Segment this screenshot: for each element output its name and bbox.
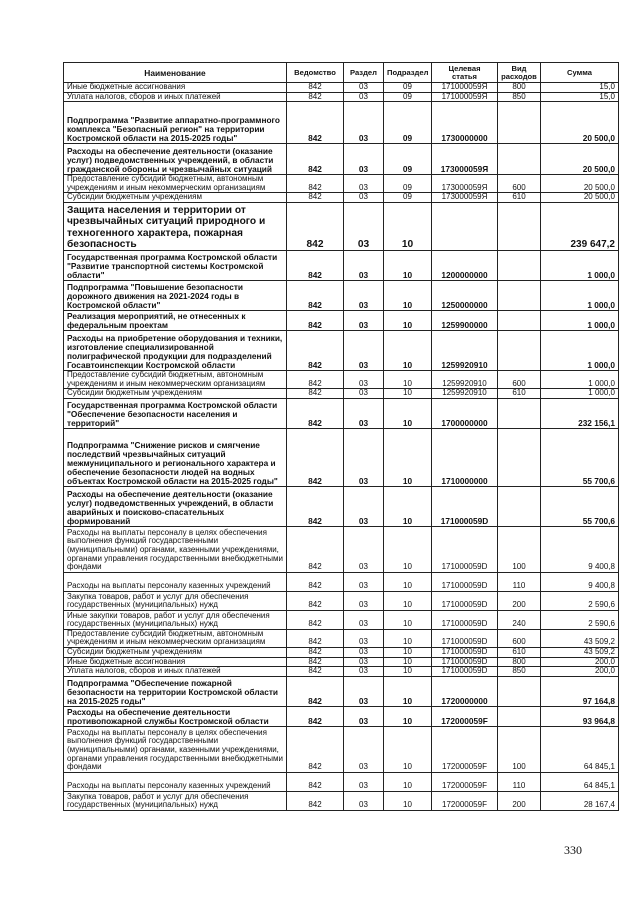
row-expense-type: 610	[498, 647, 541, 657]
header-department: Ведомство	[287, 63, 344, 83]
header-expense-type: Вид расходов	[498, 63, 541, 83]
row-section: 03	[344, 772, 384, 791]
row-expense-type: 800	[498, 657, 541, 667]
row-sum: 20 500,0	[541, 193, 619, 203]
row-sum: 200,0	[541, 667, 619, 677]
table-row	[64, 706, 619, 726]
header-target-article: Целевая статья	[432, 63, 498, 83]
row-target-article: 1730000000	[432, 102, 498, 144]
row-sum: 55 700,6	[541, 486, 619, 526]
header-section: Раздел	[344, 63, 384, 83]
row-department: 842	[287, 667, 344, 677]
row-name: Защита населения и территории от чрезвычайных ситуаций природного и техногенного характера, пожарная безопасность	[64, 202, 287, 250]
row-name: Подпрограмма "Повышение безопасности дорожного движения на 2021-2024 годы в Костромской области"	[64, 280, 287, 310]
row-section: 03	[344, 92, 384, 102]
row-target-article	[432, 202, 498, 250]
row-target-article: 1720000000	[432, 676, 498, 706]
table-row	[64, 280, 619, 310]
row-department: 842	[287, 610, 344, 629]
row-sum: 1 000,0	[541, 370, 619, 388]
row-target-article: 172000059F	[432, 706, 498, 726]
row-section: 03	[344, 791, 384, 810]
row-name: Иные закупки товаров, работ и услуг для обеспечения государственных (муниципальных) нужд	[64, 610, 287, 629]
row-section: 03	[344, 526, 384, 572]
row-subsection: 10	[384, 572, 432, 591]
table-row	[64, 657, 619, 667]
row-department: 842	[287, 193, 344, 203]
table-row	[64, 389, 619, 399]
row-department: 842	[287, 726, 344, 772]
row-sum: 15,0	[541, 92, 619, 102]
row-name: Иные бюджетные ассигнования	[64, 83, 287, 93]
table-row	[64, 83, 619, 93]
row-section: 03	[344, 428, 384, 486]
table-row	[64, 486, 619, 526]
row-sum: 93 964,8	[541, 706, 619, 726]
row-sum: 2 590,6	[541, 591, 619, 610]
row-expense-type: 600	[498, 629, 541, 647]
row-name: Предоставление субсидий бюджетным, автономным учреждениям и иным некоммерческим организациям	[64, 370, 287, 388]
row-sum: 1 000,0	[541, 250, 619, 280]
row-target-article: 172000059F	[432, 772, 498, 791]
row-sum: 1 000,0	[541, 389, 619, 399]
row-subsection: 09	[384, 83, 432, 93]
row-target-article: 173000059Я	[432, 193, 498, 203]
row-section: 03	[344, 102, 384, 144]
row-department: 842	[287, 398, 344, 428]
row-department: 842	[287, 657, 344, 667]
row-name: Государственная программа Костромской области "Обеспечение безопасности населения и территорий"	[64, 398, 287, 428]
row-target-article: 171000059D	[432, 610, 498, 629]
table-row	[64, 330, 619, 370]
row-subsection: 10	[384, 526, 432, 572]
row-name: Расходы на выплаты персоналу казенных учреждений	[64, 772, 287, 791]
row-expense-type	[498, 428, 541, 486]
table-row	[64, 250, 619, 280]
row-sum: 43 509,2	[541, 647, 619, 657]
row-name: Расходы на обеспечение деятельности (оказание услуг) подведомственных учреждений, в области аварийных и поисково-спасательных формирований	[64, 486, 287, 526]
row-target-article: 1700000000	[432, 398, 498, 428]
row-department: 842	[287, 330, 344, 370]
row-section: 03	[344, 193, 384, 203]
row-expense-type	[498, 202, 541, 250]
row-target-article: 171000059D	[432, 657, 498, 667]
row-sum: 55 700,6	[541, 428, 619, 486]
row-subsection: 10	[384, 389, 432, 399]
row-target-article: 171000059D	[432, 629, 498, 647]
table-header-row	[64, 63, 619, 83]
row-subsection: 10	[384, 629, 432, 647]
table-row	[64, 667, 619, 677]
row-name: Субсидии бюджетным учреждениям	[64, 389, 287, 399]
table-row	[64, 202, 619, 250]
row-subsection: 09	[384, 92, 432, 102]
row-target-article: 171000059Я	[432, 92, 498, 102]
header-name: Наименование	[64, 63, 287, 83]
row-subsection: 10	[384, 610, 432, 629]
row-department: 842	[287, 647, 344, 657]
row-expense-type: 110	[498, 772, 541, 791]
row-subsection: 10	[384, 591, 432, 610]
row-department: 842	[287, 102, 344, 144]
row-section: 03	[344, 330, 384, 370]
row-subsection: 09	[384, 144, 432, 175]
row-section: 03	[344, 629, 384, 647]
row-section: 03	[344, 486, 384, 526]
row-section: 03	[344, 591, 384, 610]
row-name: Уплата налогов, сборов и иных платежей	[64, 667, 287, 677]
row-expense-type	[498, 280, 541, 310]
row-section: 03	[344, 370, 384, 388]
row-target-article: 171000059D	[432, 526, 498, 572]
row-department: 842	[287, 83, 344, 93]
row-name: Реализация мероприятий, не отнесенных к федеральным проектам	[64, 310, 287, 330]
header-subsection: Подраздел	[384, 63, 432, 83]
row-expense-type	[498, 250, 541, 280]
row-target-article: 173000059Я	[432, 175, 498, 193]
row-department: 842	[287, 428, 344, 486]
row-expense-type	[498, 330, 541, 370]
row-sum: 20 500,0	[541, 175, 619, 193]
table-row	[64, 647, 619, 657]
row-target-article: 171000059D	[432, 572, 498, 591]
row-sum: 28 167,4	[541, 791, 619, 810]
row-sum: 1 000,0	[541, 310, 619, 330]
table-row	[64, 175, 619, 193]
row-expense-type	[498, 398, 541, 428]
row-subsection: 10	[384, 667, 432, 677]
row-subsection: 10	[384, 202, 432, 250]
row-sum: 15,0	[541, 83, 619, 93]
row-name: Расходы на выплаты персоналу казенных учреждений	[64, 572, 287, 591]
table-body	[64, 83, 619, 811]
row-sum: 97 164,8	[541, 676, 619, 706]
row-name: Предоставление субсидий бюджетным, автономным учреждениям и иным некоммерческим организациям	[64, 629, 287, 647]
table-row	[64, 102, 619, 144]
row-department: 842	[287, 486, 344, 526]
row-expense-type: 610	[498, 193, 541, 203]
row-section: 03	[344, 280, 384, 310]
row-sum: 232 156,1	[541, 398, 619, 428]
row-subsection: 10	[384, 676, 432, 706]
row-department: 842	[287, 370, 344, 388]
row-sum: 1 000,0	[541, 330, 619, 370]
row-target-article: 1259920910	[432, 370, 498, 388]
table-row	[64, 610, 619, 629]
row-sum: 9 400,8	[541, 526, 619, 572]
row-sum: 2 590,6	[541, 610, 619, 629]
row-expense-type	[498, 486, 541, 526]
table-row	[64, 629, 619, 647]
row-department: 842	[287, 772, 344, 791]
row-section: 03	[344, 389, 384, 399]
table-row	[64, 144, 619, 175]
page-number: 330	[564, 843, 582, 857]
row-department: 842	[287, 175, 344, 193]
row-expense-type: 850	[498, 92, 541, 102]
row-section: 03	[344, 250, 384, 280]
row-subsection: 10	[384, 398, 432, 428]
row-sum: 239 647,2	[541, 202, 619, 250]
row-expense-type	[498, 706, 541, 726]
row-name: Иные бюджетные ассигнования	[64, 657, 287, 667]
row-target-article: 1259920910	[432, 330, 498, 370]
row-department: 842	[287, 591, 344, 610]
row-subsection: 10	[384, 791, 432, 810]
row-section: 03	[344, 610, 384, 629]
document-page	[63, 62, 618, 811]
row-name: Подпрограмма "Снижение рисков и смягчение последствий чрезвычайных ситуаций межмуниципального и регионального характера и обеспечение безопасности людей на водных объектах Костромской области на 2015-2025 годы"	[64, 428, 287, 486]
row-subsection: 09	[384, 102, 432, 144]
row-department: 842	[287, 629, 344, 647]
row-section: 03	[344, 175, 384, 193]
row-sum: 1 000,0	[541, 280, 619, 310]
row-subsection: 09	[384, 193, 432, 203]
row-sum: 9 400,8	[541, 572, 619, 591]
row-department: 842	[287, 202, 344, 250]
row-expense-type	[498, 102, 541, 144]
row-target-article: 172000059F	[432, 726, 498, 772]
row-target-article: 171000059D	[432, 647, 498, 657]
row-sum: 64 845,1	[541, 772, 619, 791]
row-name: Субсидии бюджетным учреждениям	[64, 193, 287, 203]
row-section: 03	[344, 706, 384, 726]
row-department: 842	[287, 92, 344, 102]
row-target-article: 1710000000	[432, 428, 498, 486]
row-subsection: 10	[384, 250, 432, 280]
row-target-article: 1259900000	[432, 310, 498, 330]
row-name: Расходы на приобретение оборудования и техники, изготовление специализированной полиграфической продукции для подразделений Госавтоинспекции Костромской области	[64, 330, 287, 370]
row-target-article: 1200000000	[432, 250, 498, 280]
row-department: 842	[287, 676, 344, 706]
row-target-article: 171000059D	[432, 667, 498, 677]
row-expense-type	[498, 676, 541, 706]
row-section: 03	[344, 726, 384, 772]
row-section: 03	[344, 310, 384, 330]
row-expense-type: 600	[498, 370, 541, 388]
row-section: 03	[344, 144, 384, 175]
row-expense-type: 800	[498, 83, 541, 93]
row-subsection: 10	[384, 726, 432, 772]
row-subsection: 10	[384, 310, 432, 330]
row-name: Подпрограмма "Развитие аппаратно-программного комплекса "Безопасный регион" на территории Костромской области на 2015-2025 годы"	[64, 102, 287, 144]
row-section: 03	[344, 657, 384, 667]
row-department: 842	[287, 144, 344, 175]
row-section: 03	[344, 83, 384, 93]
row-target-article: 173000059Я	[432, 144, 498, 175]
row-expense-type	[498, 144, 541, 175]
row-subsection: 09	[384, 175, 432, 193]
row-expense-type: 600	[498, 175, 541, 193]
row-subsection: 10	[384, 486, 432, 526]
row-subsection: 10	[384, 657, 432, 667]
row-subsection: 10	[384, 647, 432, 657]
row-department: 842	[287, 280, 344, 310]
table-row	[64, 428, 619, 486]
row-subsection: 10	[384, 330, 432, 370]
row-sum: 64 845,1	[541, 726, 619, 772]
row-name: Государственная программа Костромской области "Развитие транспортной системы Костромской области"	[64, 250, 287, 280]
table-row	[64, 370, 619, 388]
row-department: 842	[287, 791, 344, 810]
row-expense-type	[498, 310, 541, 330]
row-subsection: 10	[384, 428, 432, 486]
row-department: 842	[287, 572, 344, 591]
row-target-article: 1250000000	[432, 280, 498, 310]
row-name: Субсидии бюджетным учреждениям	[64, 647, 287, 657]
row-subsection: 10	[384, 280, 432, 310]
row-target-article: 1259920910	[432, 389, 498, 399]
row-department: 842	[287, 250, 344, 280]
row-section: 03	[344, 647, 384, 657]
row-target-article: 171000059Я	[432, 83, 498, 93]
row-department: 842	[287, 706, 344, 726]
row-name: Расходы на обеспечение деятельности (оказание услуг) подведомственных учреждений, в области гражданской обороны и чрезвычайных ситуаций	[64, 144, 287, 175]
row-name: Подпрограмма "Обеспечение пожарной безопасности на территории Костромской области на 2015-2025 годы"	[64, 676, 287, 706]
table-row	[64, 526, 619, 572]
table-row	[64, 591, 619, 610]
row-expense-type: 610	[498, 389, 541, 399]
row-section: 03	[344, 667, 384, 677]
row-department: 842	[287, 389, 344, 399]
row-name: Предоставление субсидий бюджетным, автономным учреждениям и иным некоммерческим организациям	[64, 175, 287, 193]
row-subsection: 10	[384, 706, 432, 726]
row-name: Закупка товаров, работ и услуг для обеспечения государственных (муниципальных) нужд	[64, 791, 287, 810]
row-sum: 20 500,0	[541, 102, 619, 144]
row-department: 842	[287, 310, 344, 330]
row-section: 03	[344, 398, 384, 428]
table-row	[64, 193, 619, 203]
row-name: Расходы на выплаты персоналу в целях обеспечения выполнения функций государственными (муниципальными) органами, казенными учреждениями, органами управления государственными внебюджетными фондами	[64, 526, 287, 572]
row-name: Уплата налогов, сборов и иных платежей	[64, 92, 287, 102]
table-row	[64, 572, 619, 591]
table-row	[64, 726, 619, 772]
row-subsection: 10	[384, 772, 432, 791]
row-section: 03	[344, 676, 384, 706]
row-name: Расходы на обеспечение деятельности противопожарной службы Костромской области	[64, 706, 287, 726]
budget-table	[63, 62, 619, 811]
table-row	[64, 398, 619, 428]
row-sum: 200,0	[541, 657, 619, 667]
table-row	[64, 676, 619, 706]
row-section: 03	[344, 572, 384, 591]
row-name: Расходы на выплаты персоналу в целях обеспечения выполнения функций государственными (муниципальными) органами, казенными учреждениями, органами управления государственными внебюджетными фондами	[64, 726, 287, 772]
row-expense-type: 100	[498, 526, 541, 572]
row-expense-type: 200	[498, 791, 541, 810]
row-department: 842	[287, 526, 344, 572]
row-sum: 43 509,2	[541, 629, 619, 647]
row-expense-type: 240	[498, 610, 541, 629]
row-expense-type: 100	[498, 726, 541, 772]
row-expense-type: 850	[498, 667, 541, 677]
row-expense-type: 200	[498, 591, 541, 610]
header-sum: Сумма	[541, 63, 619, 83]
row-section: 03	[344, 202, 384, 250]
row-name: Закупка товаров, работ и услуг для обеспечения государственных (муниципальных) нужд	[64, 591, 287, 610]
row-subsection: 10	[384, 370, 432, 388]
table-row	[64, 310, 619, 330]
row-sum: 20 500,0	[541, 144, 619, 175]
row-target-article: 171000059D	[432, 486, 498, 526]
table-row	[64, 772, 619, 791]
row-expense-type: 110	[498, 572, 541, 591]
table-row	[64, 92, 619, 102]
row-target-article: 172000059F	[432, 791, 498, 810]
table-row	[64, 791, 619, 810]
row-target-article: 171000059D	[432, 591, 498, 610]
